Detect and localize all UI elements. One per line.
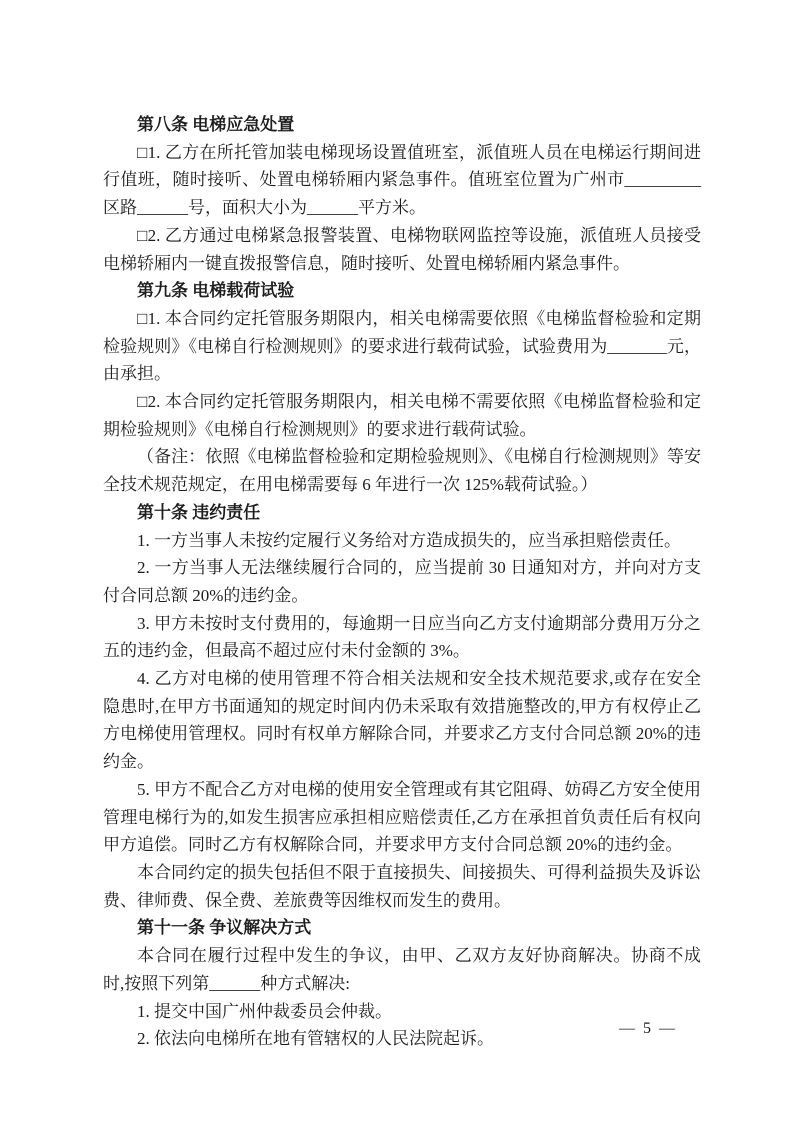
contract-paragraph: 2. 依法向电梯所在地有管辖权的人民法院起诉。 bbox=[137, 1029, 494, 1049]
section-heading: 第九条 电梯载荷试验 bbox=[137, 281, 295, 301]
contract-paragraph: 本合同在履行过程中发生的争议，由甲、乙双方友好协商解决。协商不成时,按照下列第______种方式解决: bbox=[103, 946, 701, 993]
contract-paragraph: □2. 乙方通过电梯紧急报警装置、电梯物联网监控等设施，派值班人员接受电梯轿厢内一键直拨报警信息，随时接听、处置电梯轿厢内紧急事件。 bbox=[103, 225, 701, 273]
contract-paragraph: 5. 甲方不配合乙方对电梯的使用安全管理或有其它阻碍、妨碍乙方安全使用管理电梯行为的,如发生损害应承担相应赔偿责任,乙方在承担首负责任后有权向甲方追偿。同时乙方有权解除合同，并要求甲方支付合同总额 20%的违约金。 bbox=[103, 779, 701, 855]
contract-paragraph: 2. 一方当事人无法继续履行合同的，应当提前 30 日通知对方，并向对方支付合同总额 20%的违约金。 bbox=[103, 558, 701, 605]
contract-paragraph: 1. 提交中国广州仲裁委员会仲裁。 bbox=[137, 1001, 392, 1021]
section-heading: 第十一条 争议解决方式 bbox=[137, 918, 312, 938]
contract-paragraph: （备注：依照《电梯监督检验和定期检验规则》、《电梯自行检测规则》等安全技术规范规定，在用电梯需要每 6 年进行一次 125%载荷试验。） bbox=[103, 447, 701, 495]
contract-paragraph: □2. 本合同约定托管服务期限内，相关电梯不需要依照《电梯监督检验和定期检验规则》《电梯自行检测规则》的要求进行载荷试验。 bbox=[103, 392, 701, 439]
contract-paragraph: 4. 乙方对电梯的使用管理不符合相关法规和安全技术规范要求,或存在安全隐患时,在甲方书面通知的规定时间内仍未采取有效措施整改的,甲方有权停止乙方电梯使用管理权。同时有权单方解除合同，并要求乙方支付合同总额 20%的违约金。 bbox=[103, 669, 701, 772]
contract-paragraph: □1. 乙方在所托管加装电梯现场设置值班室，派值班人员在电梯运行期间进行值班，随时接听、处置电梯轿厢内紧急事件。值班室位置为广州市_________区路______号，面积大小为______平方米。 bbox=[103, 142, 701, 218]
section-heading: 第十条 违约责任 bbox=[137, 502, 261, 522]
contract-paragraph: 3. 甲方未按时支付费用的，每逾期一日应当向乙方支付逾期部分费用万分之五的违约金，但最高不超过应付未付金额的 3%。 bbox=[103, 613, 701, 661]
section-heading: 第八条 电梯应急处置 bbox=[137, 115, 295, 134]
contract-paragraph: □1. 本合同约定托管服务期限内，相关电梯需要依照《电梯监督检验和定期检验规则》《电梯自行检测规则》的要求进行载荷试验，试验费用为_______元，由承担。 bbox=[103, 308, 701, 384]
page-number: — 5 — bbox=[619, 1020, 677, 1037]
contract-paragraph: 本合同约定的损失包括但不限于直接损失、间接损失、可得利益损失及诉讼费、律师费、保全费、差旅费等因维权而发生的费用。 bbox=[103, 862, 701, 910]
document-body bbox=[103, 111, 701, 1053]
contract-paragraph: 1. 一方当事人未按约定履行义务给对方造成损失的，应当承担赔偿责任。 bbox=[137, 530, 681, 550]
